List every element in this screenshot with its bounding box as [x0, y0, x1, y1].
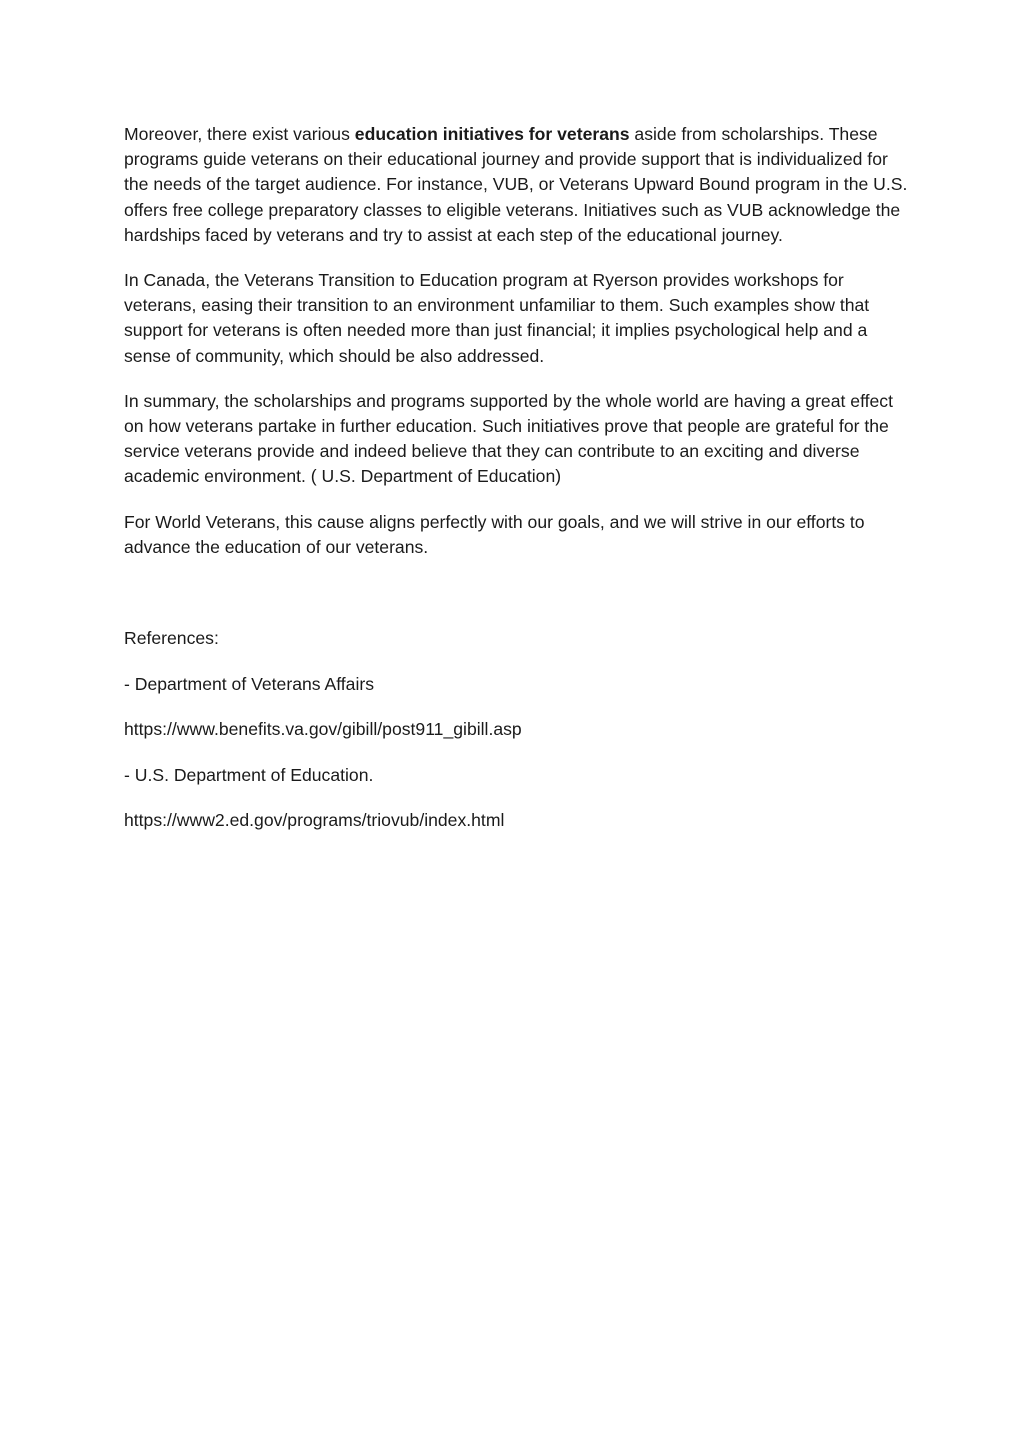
reference-link: https://www.benefits.va.gov/gibill/post911_gibill.asp	[124, 719, 522, 740]
reference-source: - Department of Veterans Affairs	[124, 673, 375, 694]
reference-source: - U.S. Department of Education.	[124, 764, 374, 785]
paragraph-canada: In Canada, the Veterans Transition to Education program at Ryerson provides workshops for veterans, easing their transition to an environment unfamiliar to them. Such examples show that support for veterans is often needed more than just financial; it implies psychological help and a sense of community, which should be also addressed.	[124, 270, 870, 366]
paragraph-summary: In summary, the scholarships and programs supported by the whole world are having a great effect on how veterans partake in further education. Such initiatives prove that people are grateful for the service veterans provide and indeed believe that they can contribute to an exciting and diverse academic environment. ( U.S. Department of Education)	[124, 390, 893, 487]
paragraph-world-veterans: For World Veterans, this cause aligns perfectly with our goals, and we will strive in our efforts to advance the education of our veterans.	[124, 511, 865, 557]
paragraph-education-initiatives	[124, 122, 914, 248]
paragraph-text: Moreover, there exist various	[124, 124, 355, 144]
reference-link: https://www2.ed.gov/programs/triovub/index.html	[124, 810, 505, 831]
document-page	[124, 122, 914, 854]
paragraph-text: aside from scholarships. These programs guide veterans on their educational journey and provide support that is individualized for the needs of the target audience. For instance, VUB, or Veterans Upward Bound program in the U.S. offers free college preparatory classes to eligible veterans. Initiatives such as VUB acknowledge the hardships faced by veterans and try to assist at each step of the educational journey.	[124, 124, 908, 245]
section-spacer	[124, 580, 914, 626]
references-heading: References:	[124, 628, 219, 649]
bold-phrase: education initiatives for veterans	[354, 124, 630, 144]
